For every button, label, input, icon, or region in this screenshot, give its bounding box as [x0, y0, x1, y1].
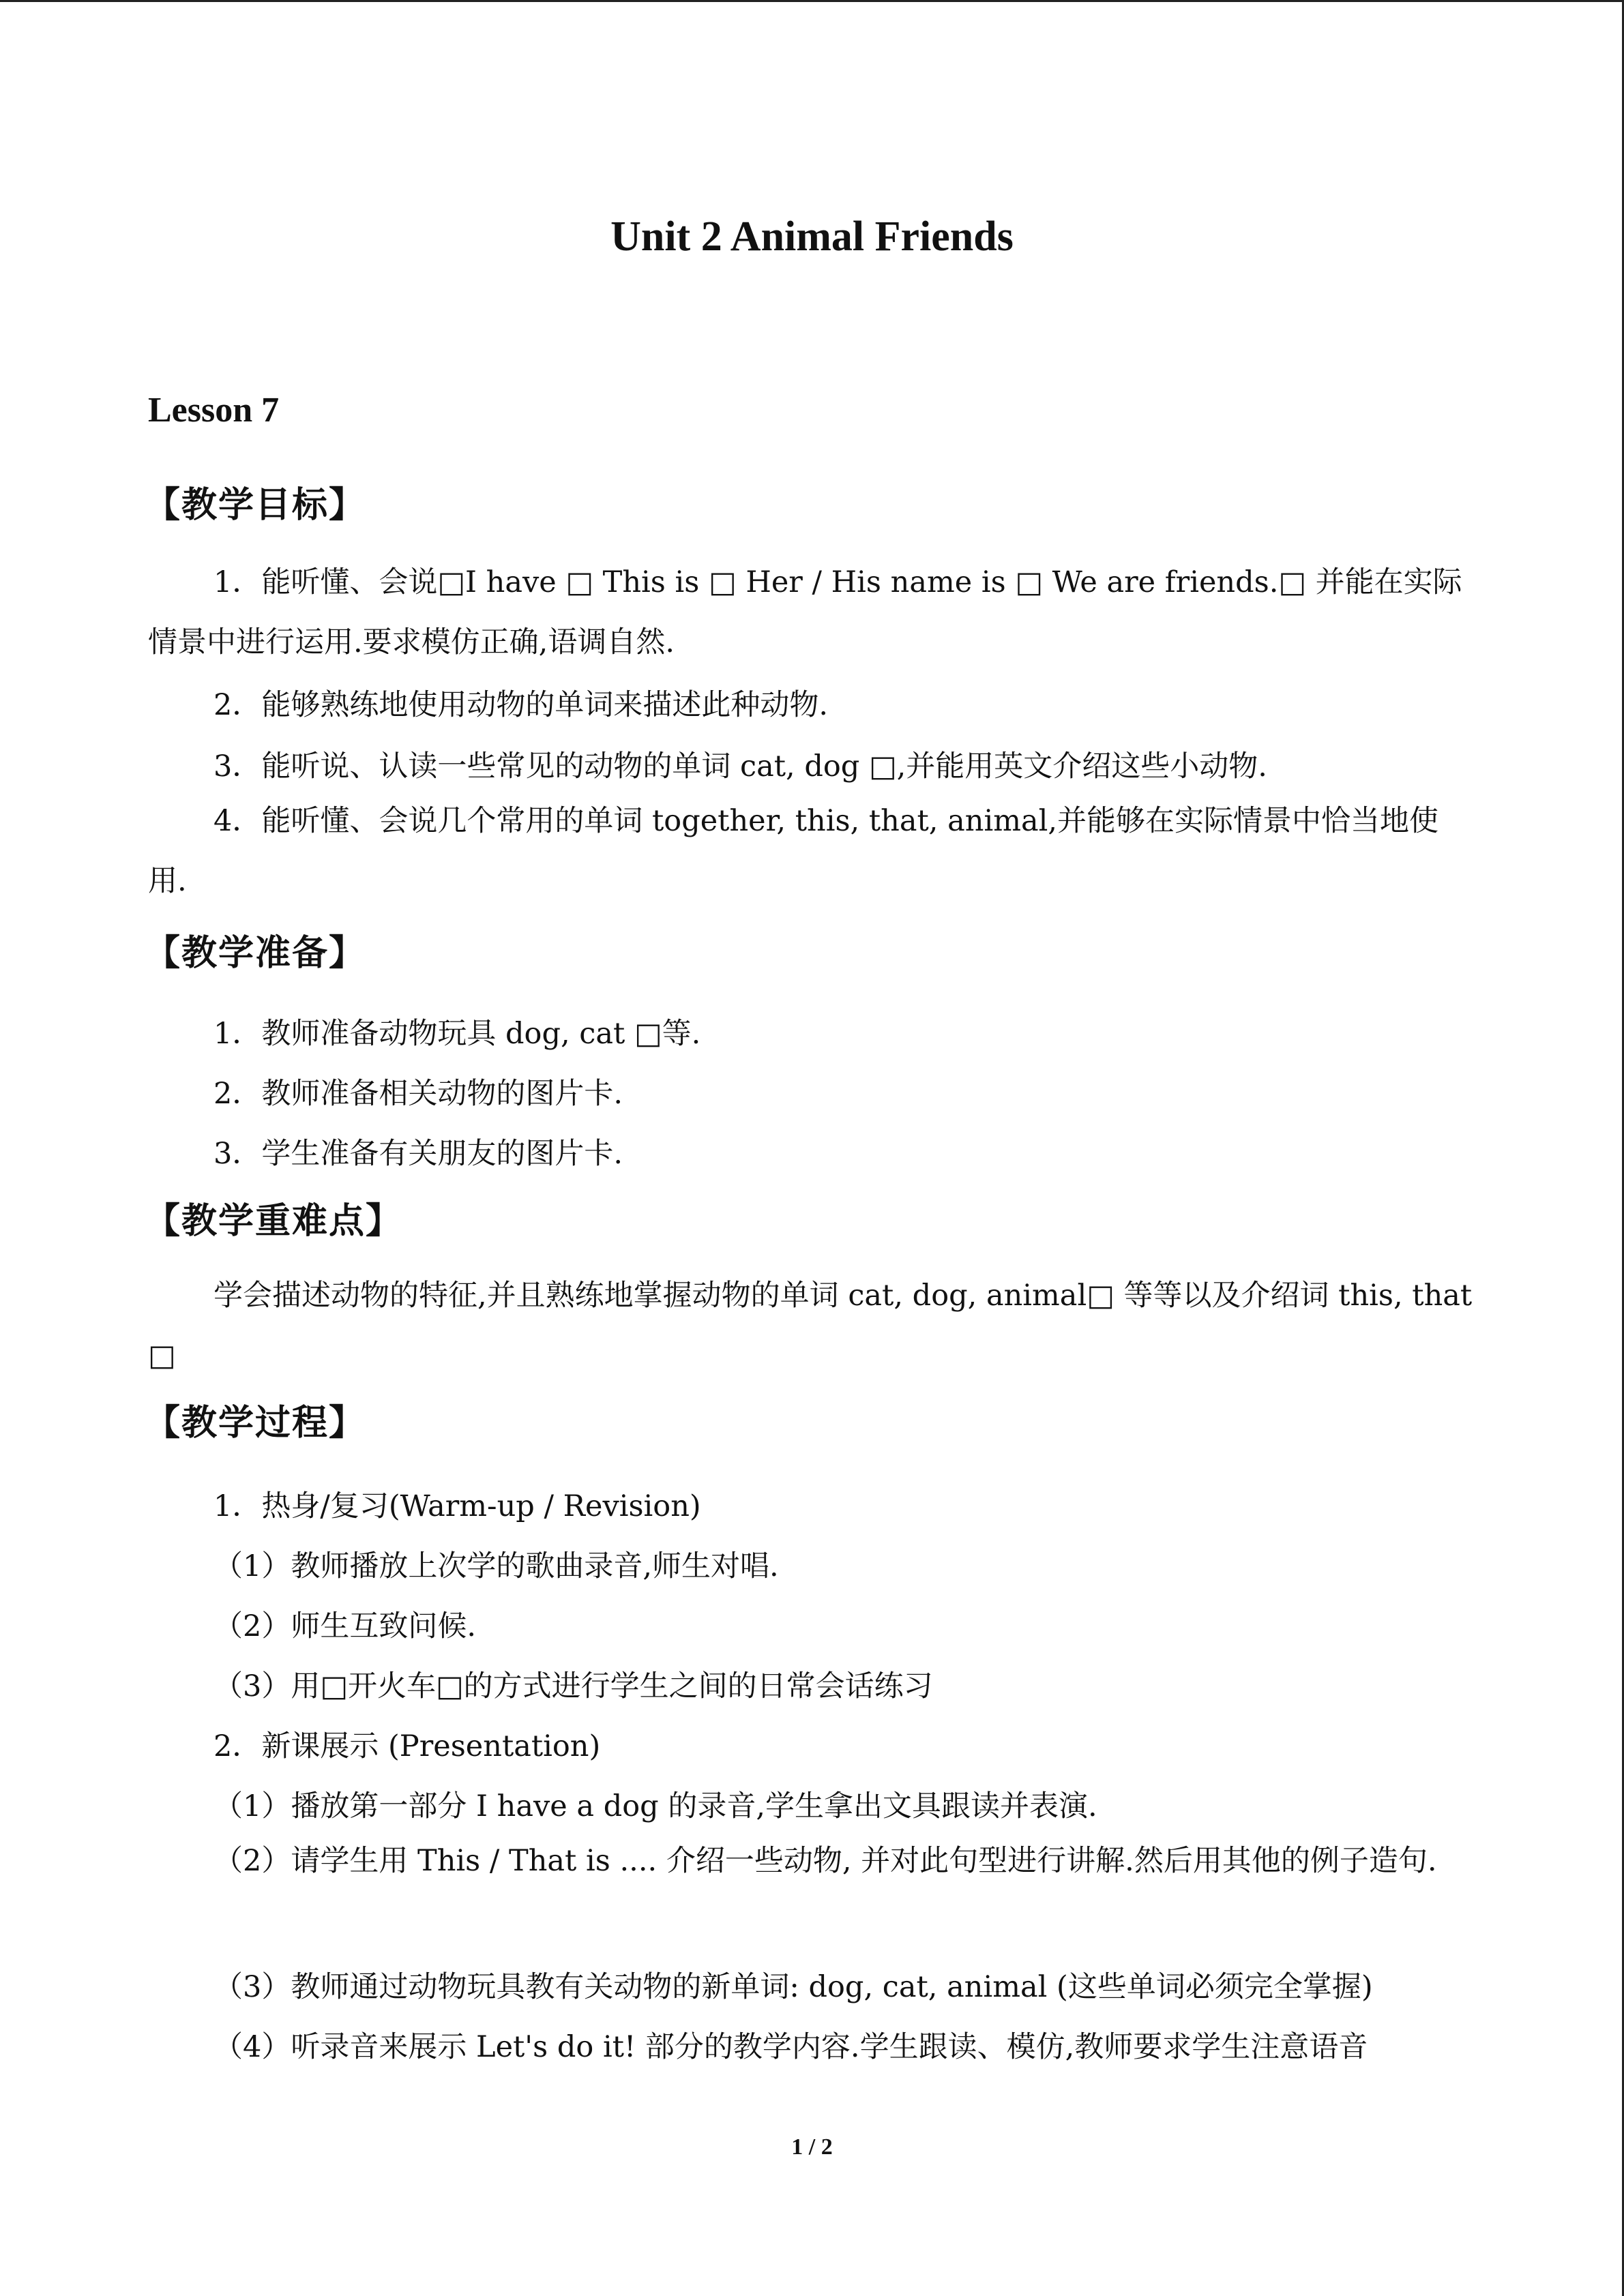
- objective-item-4: 4．能听懂、会说几个常用的单词 together, this, that, animal,并能够在实际情景中恰当地使用.: [148, 804, 1439, 898]
- process-item-2: （1）教师播放上次学的歌曲录音,师生对唱.: [213, 1549, 779, 1583]
- heading-objectives: 【教学目标】: [145, 485, 366, 526]
- lesson-label: Lesson 7: [148, 391, 280, 430]
- process-item-7: （2）请学生用 This / That is .... 介绍一些动物, 并对此句型进行讲解.然后用其他的例子造句.: [213, 1844, 1437, 1878]
- heading-key-points: 【教学重难点】: [145, 1201, 403, 1242]
- objective-item-1: 1．能听懂、会说□I have □ This is □ Her / His name is □ We are friends.□ 并能在实际情景中进行运用.要求模仿正确,语调自然.: [148, 565, 1462, 659]
- objective-item-3: 3．能听说、认读一些常见的动物的单词 cat, dog □,并能用英文介绍这些小动物.: [213, 749, 1267, 784]
- top-border: [0, 0, 1624, 2]
- heading-preparation: 【教学准备】: [145, 933, 366, 974]
- process-item-4: （3）用□开火车□的方式进行学生之间的日常会话练习: [213, 1669, 933, 1703]
- preparation-item-1: 1．教师准备动物玩具 dog, cat □等.: [213, 1017, 701, 1051]
- process-item-3: （2）师生互致问候.: [213, 1609, 477, 1643]
- heading-process: 【教学过程】: [145, 1403, 366, 1444]
- process-item-5: 2．新课展示 (Presentation): [213, 1729, 601, 1763]
- process-item-1: 1．热身/复习(Warm-up / Revision): [213, 1489, 701, 1523]
- document-title: Unit 2 Animal Friends: [610, 213, 1014, 260]
- preparation-item-3: 3．学生准备有关朋友的图片卡.: [213, 1137, 623, 1171]
- objective-item-2: 2．能够熟练地使用动物的单词来描述此种动物.: [213, 688, 829, 722]
- key-points-text: 学会描述动物的特征,并且熟练地掌握动物的单词 cat, dog, animal□ 等等以及介绍词 this, that □: [148, 1279, 1473, 1373]
- process-item-6: （1）播放第一部分 I have a dog 的录音,学生拿出文具跟读并表演.: [213, 1789, 1097, 1823]
- process-item-8: （3）教师通过动物玩具教有关动物的新单词: dog, cat, animal (这些单词必须完全掌握): [213, 1970, 1373, 2004]
- preparation-item-2: 2．教师准备相关动物的图片卡.: [213, 1077, 623, 1111]
- process-item-9: （4）听录音来展示 Let's do it! 部分的教学内容.学生跟读、模仿,教师要求学生注意语音: [213, 2030, 1368, 2064]
- page-number: 1 / 2: [791, 2134, 833, 2160]
